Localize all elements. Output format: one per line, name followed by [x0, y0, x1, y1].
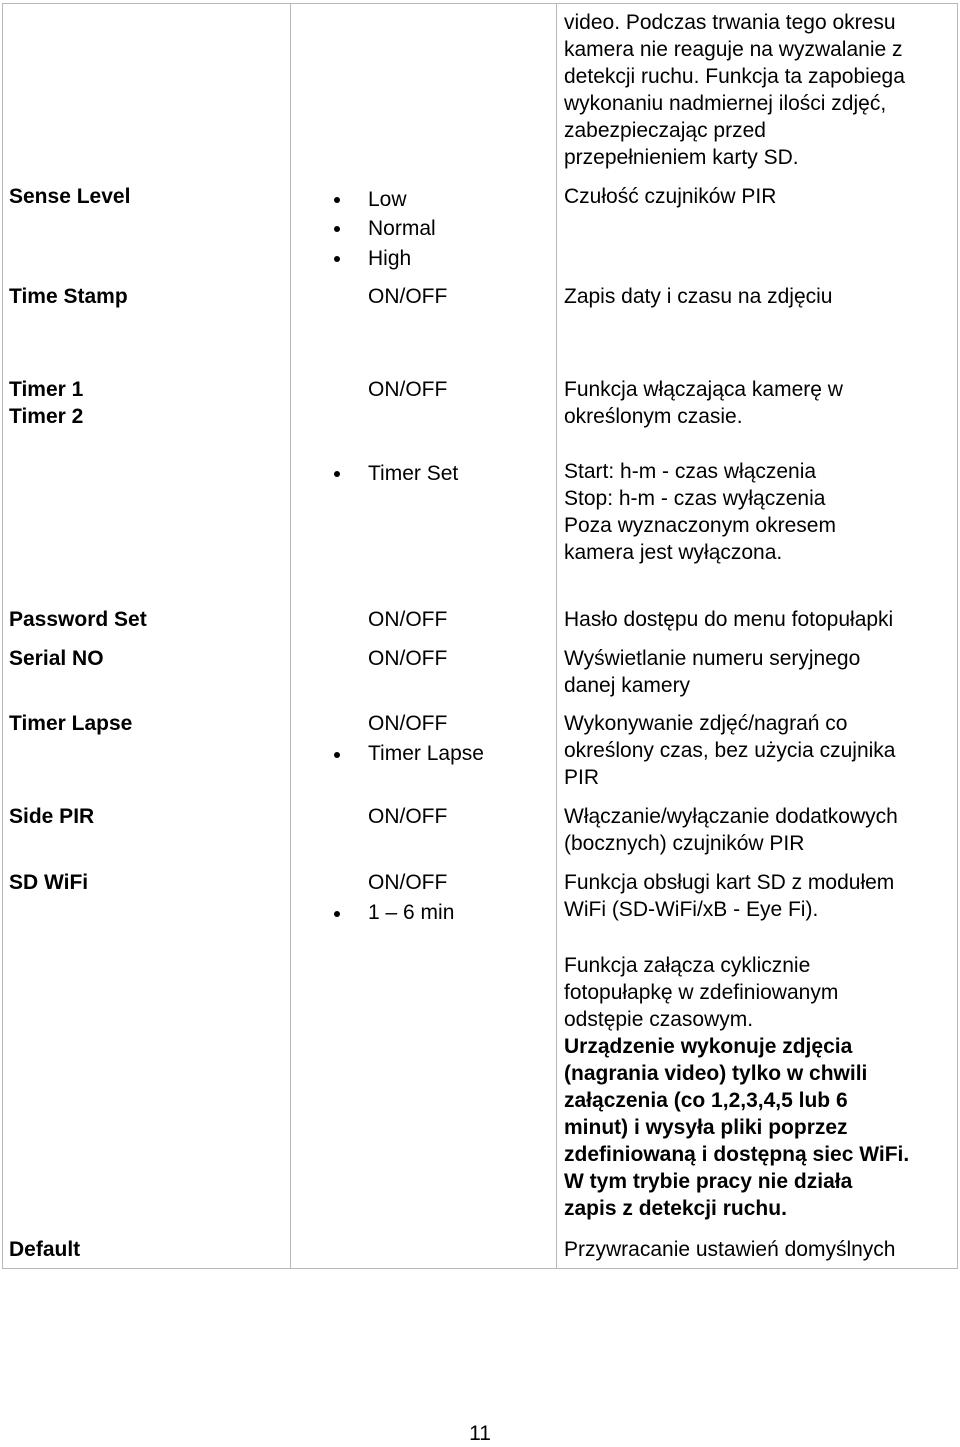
desc-line: Włączanie/wyłączanie dodatkowych [564, 805, 898, 828]
desc-line: zabezpieczając przed [564, 119, 766, 142]
setting-value: ON/OFF [368, 647, 448, 670]
bullet-icon [334, 911, 340, 917]
setting-value: ON/OFF [368, 712, 448, 735]
page-number: 11 [469, 1422, 491, 1445]
desc-line: Funkcja obsługi kart SD z modułem [564, 871, 895, 894]
setting-value: ON/OFF [368, 871, 448, 894]
setting-name: Time Stamp [9, 285, 128, 308]
setting-value: ON/OFF [368, 805, 448, 828]
table-border-left [2, 3, 3, 1269]
setting-name: Timer 1 [9, 378, 84, 401]
table-border-right [957, 3, 958, 1269]
setting-name: Password Set [9, 608, 147, 631]
option-normal: Normal [368, 217, 436, 240]
desc-line-bold: zapis z detekcji ruchu. [564, 1197, 787, 1220]
setting-name: SD WiFi [9, 871, 89, 894]
desc-line: kamera jest wyłączona. [564, 541, 783, 564]
desc-line: określony czas, bez użycia czujnika [564, 739, 896, 762]
desc-line: video. Podczas trwania tego okresu [564, 11, 896, 34]
option-high: High [368, 247, 412, 270]
setting-value: ON/OFF [368, 285, 448, 308]
desc-line: danej kamery [564, 674, 691, 697]
setting-name: Sense Level [9, 185, 131, 208]
desc-line: Stop: h-m - czas wyłączenia [564, 487, 826, 510]
setting-description: Zapis daty i czasu na zdjęciu [564, 285, 833, 308]
desc-line: detekcji ruchu. Funkcja ta zapobiega [564, 65, 905, 88]
setting-description: Przywracanie ustawień domyślnych [564, 1238, 896, 1261]
desc-line: PIR [564, 766, 600, 789]
setting-name: Default [9, 1238, 81, 1261]
desc-line: Funkcja załącza cyklicznie [564, 954, 811, 977]
bullet-icon [334, 471, 340, 477]
table-border-bottom [2, 1268, 958, 1269]
desc-line: Start: h-m - czas włączenia [564, 460, 817, 483]
bullet-icon [334, 226, 340, 232]
option-interval: 1 – 6 min [368, 901, 455, 924]
desc-line-bold: (nagrania video) tylko w chwili [564, 1062, 868, 1085]
desc-line: (bocznych) czujników PIR [564, 832, 805, 855]
setting-value: ON/OFF [368, 608, 448, 631]
desc-line: Wykonywanie zdjęć/nagrań co [564, 712, 848, 735]
desc-line-bold: załączenia (co 1,2,3,4,5 lub 6 [564, 1089, 848, 1112]
setting-value: ON/OFF [368, 378, 448, 401]
table-border-top [2, 3, 958, 4]
option-timer-set: Timer Set [368, 462, 459, 485]
desc-line: odstępie czasowym. [564, 1008, 754, 1031]
desc-line: Poza wyznaczonym okresem [564, 514, 836, 537]
desc-line: kamera nie reaguje na wyzwalanie z [564, 38, 903, 61]
bullet-icon [334, 256, 340, 262]
desc-line: przepełnieniem karty SD. [564, 146, 799, 169]
desc-line: Funkcja włączająca kamerę w [564, 378, 843, 401]
desc-line: określonym czasie. [564, 405, 743, 428]
desc-line: WiFi (SD-WiFi/xB - Eye Fi). [564, 898, 819, 921]
setting-name: Timer Lapse [9, 712, 133, 735]
table-column-divider-2 [556, 3, 557, 1269]
setting-description: Hasło dostępu do menu fotopułapki [564, 608, 894, 631]
setting-name: Serial NO [9, 647, 104, 670]
desc-line: Wyświetlanie numeru seryjnego [564, 647, 861, 670]
desc-line: wykonaniu nadmiernej ilości zdjęć, [564, 92, 887, 115]
option-timer-lapse: Timer Lapse [368, 742, 484, 765]
desc-line-bold: W tym trybie pracy nie działa [564, 1170, 853, 1193]
desc-line-bold: zdefiniowaną i dostępną siec WiFi. [564, 1143, 910, 1166]
table-column-divider-1 [290, 3, 291, 1269]
setting-description: Czułość czujników PIR [564, 185, 777, 208]
option-low: Low [368, 188, 407, 211]
setting-name: Timer 2 [9, 405, 84, 428]
bullet-icon [334, 197, 340, 203]
bullet-icon [334, 752, 340, 758]
desc-line-bold: minut) i wysyła pliki poprzez [564, 1116, 848, 1139]
desc-line: fotopułapkę w zdefiniowanym [564, 981, 839, 1004]
desc-line-bold: Urządzenie wykonuje zdjęcia [564, 1035, 853, 1058]
setting-name: Side PIR [9, 805, 95, 828]
